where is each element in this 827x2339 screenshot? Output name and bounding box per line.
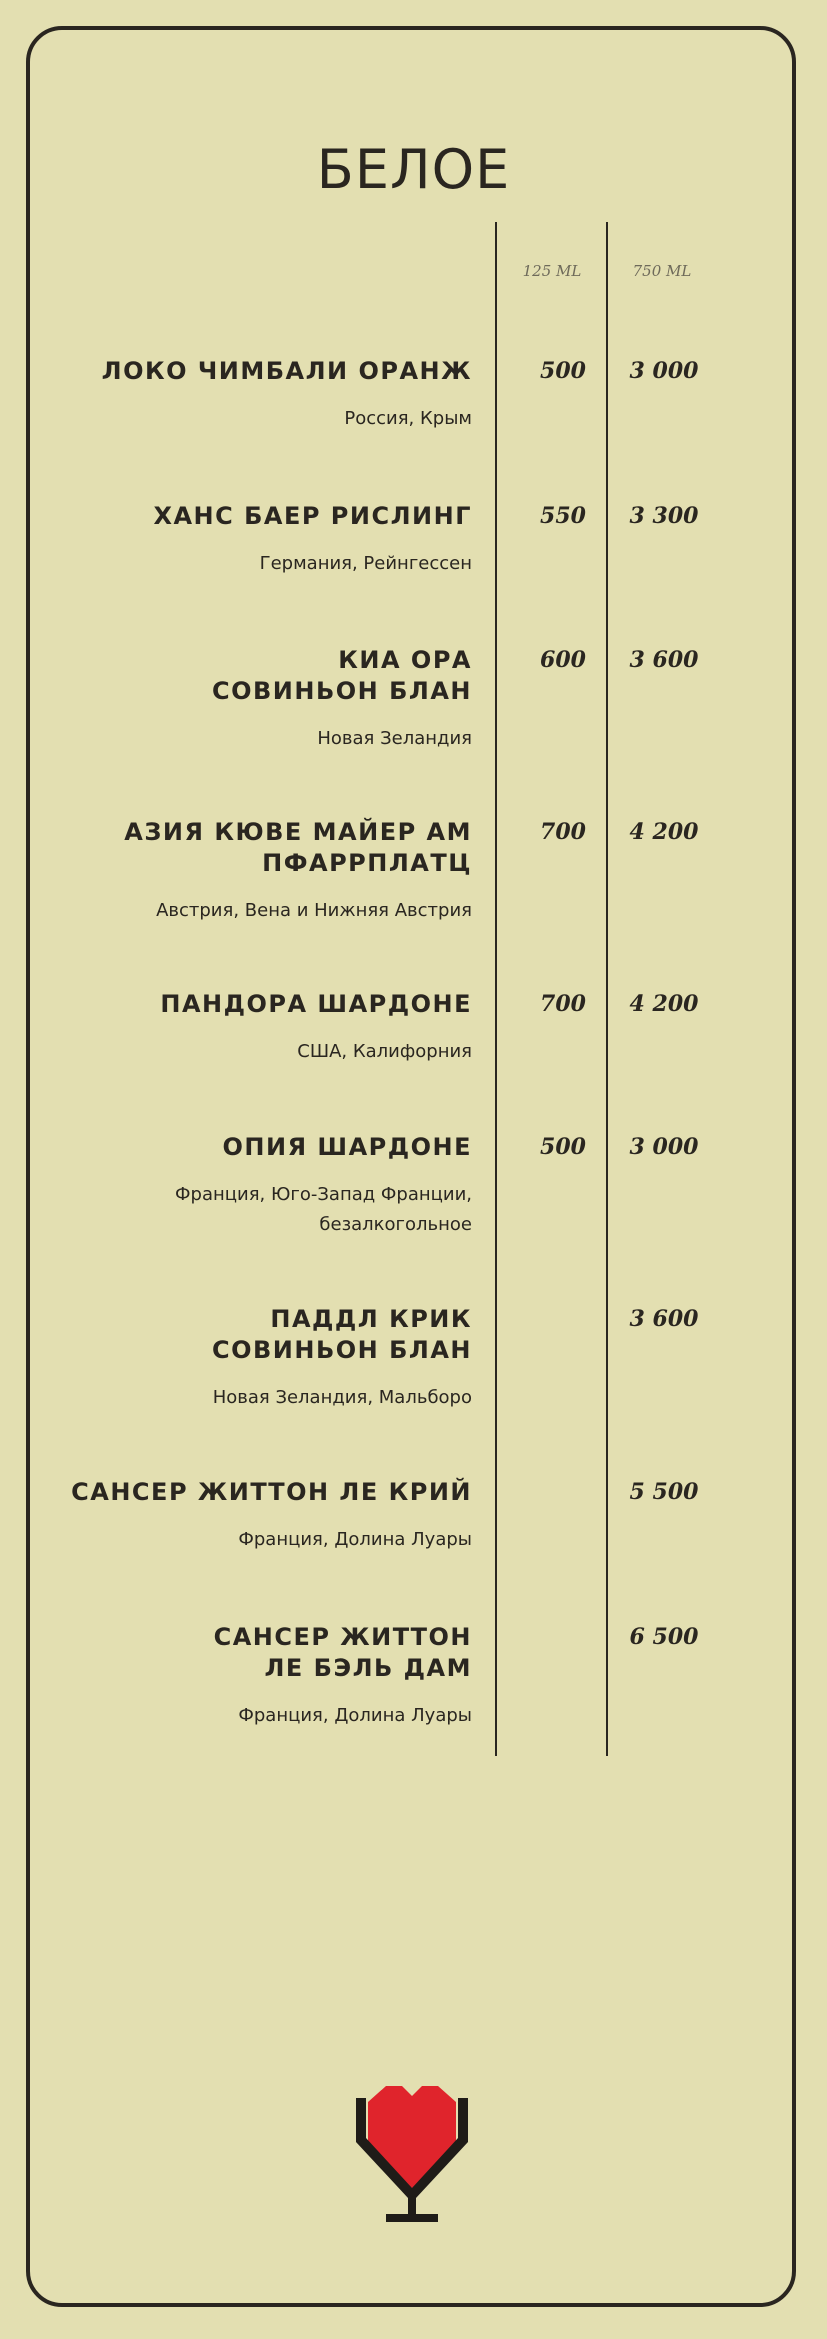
wine-origin: Австрия, Вена и Нижняя Австрия (156, 900, 472, 921)
wine-origin: США, Калифорния (297, 1041, 472, 1062)
heart-shape (368, 2086, 456, 2190)
column-header-glass: 125 ML (522, 262, 582, 280)
wine-origin: Россия, Крым (344, 408, 472, 429)
wine-name: ХАНС БАЕР РИСЛИНГ (153, 502, 472, 530)
logo-svg (346, 2072, 478, 2222)
wine-name: ПАНДОРА ШАРДОНЕ (160, 990, 472, 1018)
price-bottle: 6 500 (629, 1624, 699, 1650)
section-title: БЕЛОЕ (316, 138, 511, 201)
price-bottle: 4 200 (629, 819, 699, 845)
price-glass: 700 (540, 991, 586, 1017)
price-bottle: 3 600 (629, 1306, 699, 1332)
wine-name: САНСЕР ЖИТТОН ЛЕ БЭЛЬ ДАМ (213, 1623, 472, 1682)
wine-origin: Франция, Юго-Запад Франции, безалкогольное (175, 1184, 472, 1235)
wine-name: ОПИЯ ШАРДОНЕ (222, 1133, 472, 1161)
price-bottle: 3 300 (629, 503, 699, 529)
column-header-bottle: 750 ML (632, 262, 692, 280)
wine-origin: Германия, Рейнгессен (259, 553, 472, 574)
price-bottle: 5 500 (629, 1479, 699, 1505)
wine-name: КИА ОРА СОВИНЬОН БЛАН (211, 646, 472, 705)
price-glass: 550 (540, 503, 586, 529)
column-divider-left (495, 222, 497, 1756)
wine-glass-heart-icon (346, 2072, 478, 2222)
price-bottle: 3 000 (629, 358, 699, 384)
price-bottle: 3 000 (629, 1134, 699, 1160)
price-glass: 500 (540, 1134, 586, 1160)
wine-origin: Новая Зеландия, Мальборо (212, 1387, 472, 1408)
price-bottle: 4 200 (629, 991, 699, 1017)
price-glass: 700 (540, 819, 586, 845)
wine-origin: Франция, Долина Луары (238, 1529, 472, 1550)
price-bottle: 3 600 (629, 647, 699, 673)
wine-name: ПАДДЛ КРИК СОВИНЬОН БЛАН (211, 1305, 472, 1364)
price-glass: 600 (540, 647, 586, 673)
price-glass: 500 (540, 358, 586, 384)
wine-origin: Новая Зеландия (317, 728, 472, 749)
wine-origin: Франция, Долина Луары (238, 1705, 472, 1726)
wine-name: ЛОКО ЧИМБАЛИ ОРАНЖ (101, 357, 472, 385)
wine-name: САНСЕР ЖИТТОН ЛЕ КРИЙ (71, 1478, 472, 1506)
wine-name: АЗИЯ КЮВЕ МАЙЕР АМ ПФАРРПЛАТЦ (124, 818, 472, 877)
